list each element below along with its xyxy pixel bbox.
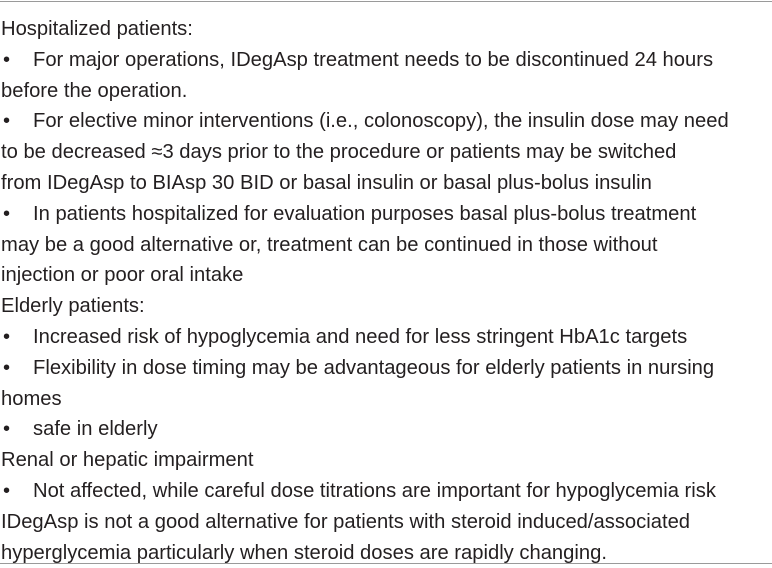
bullet-continuation: to be decreased ≈3 days prior to the procedure or patients may be switched bbox=[1, 141, 677, 164]
table-cell-content bbox=[1, 14, 769, 568]
bullet-text: Increased risk of hypoglycemia and need for less stringent HbA1c targets bbox=[33, 325, 688, 348]
bullet-continuation: before the operation. bbox=[1, 79, 188, 102]
bullet-text: Flexibility in dose timing may be advantageous for elderly patients in nursing bbox=[33, 356, 715, 379]
bullet-icon: • bbox=[3, 356, 11, 379]
bullet-continuation: from IDegAsp to BIAsp 30 BID or basal insulin or basal plus-bolus insulin bbox=[1, 171, 652, 194]
bullet-item bbox=[1, 106, 769, 137]
section-heading-renal-hepatic: Renal or hepatic impairment bbox=[1, 449, 254, 472]
bullet-icon: • bbox=[3, 418, 11, 441]
section-heading-elderly: Elderly patients: bbox=[1, 295, 145, 318]
bullet-text: In patients hospitalized for evaluation purposes basal plus-bolus treatment bbox=[33, 202, 697, 225]
section-heading-hospitalized: Hospitalized patients: bbox=[1, 18, 193, 40]
table-frame bbox=[0, 1, 772, 564]
bullet-item bbox=[1, 45, 769, 76]
bullet-item bbox=[1, 476, 769, 507]
bullet-item bbox=[1, 353, 769, 384]
bullet-text: For major operations, IDegAsp treatment needs to be discontinued 24 hours bbox=[33, 48, 714, 71]
bullet-continuation: may be a good alternative or, treatment can be continued in those without bbox=[1, 233, 658, 256]
bullet-icon: • bbox=[3, 479, 11, 502]
bullet-continuation: homes bbox=[1, 387, 62, 410]
bullet-text: safe in elderly bbox=[33, 418, 158, 441]
bullet-item bbox=[1, 199, 769, 230]
bullet-icon: • bbox=[3, 325, 11, 348]
closing-statement: hyperglycemia particularly when steroid doses are rapidly changing. bbox=[1, 541, 607, 564]
bullet-item bbox=[1, 322, 769, 353]
bullet-icon: • bbox=[3, 48, 11, 71]
bullet-text: For elective minor interventions (i.e., colonoscopy), the insulin dose may need bbox=[33, 110, 729, 133]
bullet-icon: • bbox=[3, 202, 11, 225]
bullet-item bbox=[1, 414, 769, 445]
bullet-text: Not affected, while careful dose titrations are important for hypoglycemia risk bbox=[33, 479, 716, 502]
bullet-continuation: injection or poor oral intake bbox=[1, 264, 244, 287]
closing-statement: IDegAsp is not a good alternative for patients with steroid induced/associated bbox=[1, 510, 691, 533]
bullet-icon: • bbox=[3, 110, 11, 133]
